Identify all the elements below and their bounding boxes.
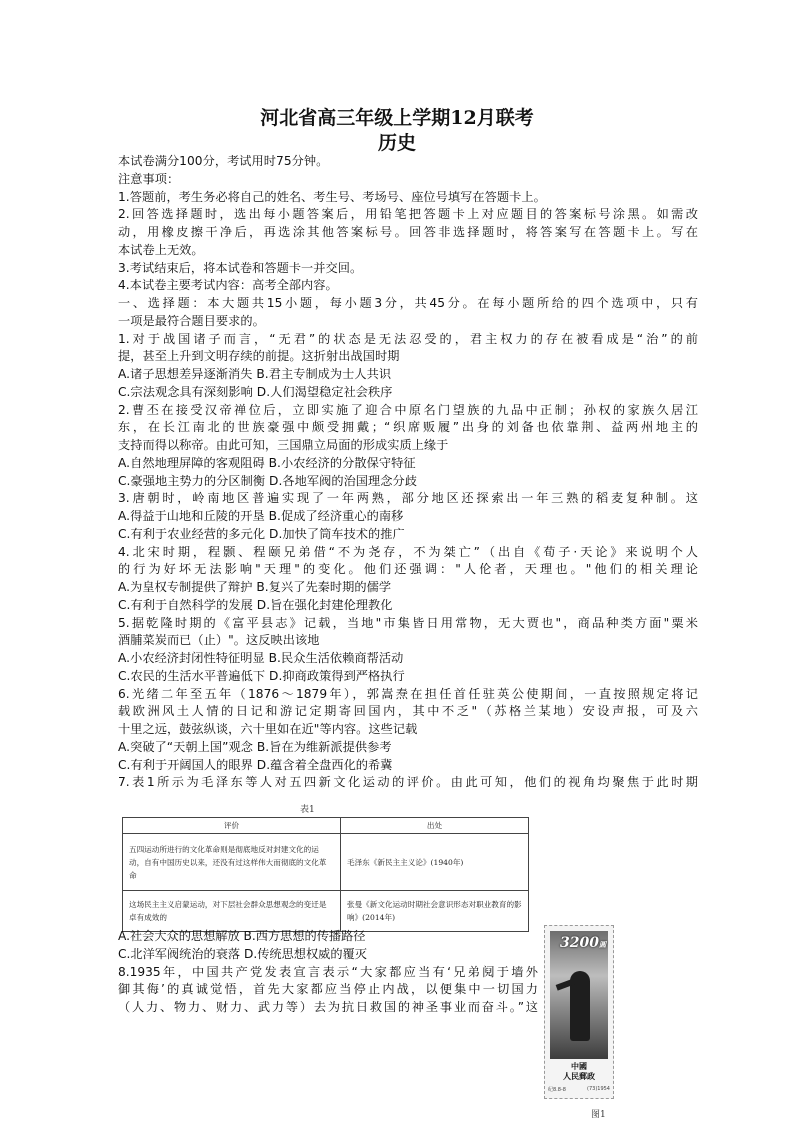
intro-line: 4.本试卷主要考试内容：高考全部内容。 [118,278,338,293]
exam-body [118,153,698,792]
intro-line: 2.回答选择题时，选出每小题答案后，用铅笔把答题卡上对应题目的答案标号涂黑。如需改 [118,207,698,222]
option-line: A.突破了“天朝上国”观念 B.旨在为维新派提供参考 [118,739,392,754]
table-row [123,834,529,891]
option-line: A.社会大众的思想解放 B.西方思想的传播路径 [118,929,366,943]
option-line: A.为皇权专制提供了辩护 B.复兴了先秦时期的儒学 [118,580,392,594]
figure-caption: 图1 [591,1110,606,1120]
intro-line: 动，用橡皮擦干净后，再选涂其他答案标号。回答非选择题时，将答案写在答题卡上。写在 [118,225,698,239]
exam-title: 河北省高三年级上学期12月联考 [260,107,534,129]
question-line: 东，在长江南北的世族豪强中颇受拥戴；“织席贩履”出身的刘备也依靠荆、益两州地主的 [118,420,698,435]
table-header: 出处 [341,818,529,834]
question-line: 8.1935年，中国共产党发表宣言表示“大家都应当有‘兄弟阋于墙外 [118,964,538,979]
stamp-left-code: 纪8.8-8 [548,1087,566,1093]
table-cell-eval: 五四运动所进行的文化革命则是彻底地反对封建文化的运动，自有中国历史以来，还没有过这样伟大而彻底的文化革命 [123,834,341,891]
intro-line: 注意事项： [118,171,180,186]
question-line: 1.对于战国诸子而言，“无君”的状态是无法忍受的，君主权力的存在被看成是“治”的前 [118,331,698,346]
question-line: 的行为好坏无法影响"天理"的变化。他们还强调："人伦者，天理也。"他们的相关理论 [118,562,698,577]
table-header-row [123,818,529,834]
stamp-value: 3200圓 [560,935,606,951]
table-caption: 表1 [300,805,315,815]
question-line: 御其侮’的真诚觉悟，首先大家都应当停止内战，以便集中一切国力 [118,982,538,997]
exam-subject: 历史 [377,132,416,154]
evaluation-table [122,817,529,932]
table-cell-source: 张曼《新文化运动时期社会意识形态对职业教育的影响》(2014年) [341,891,529,932]
question-line: 5.据乾隆时期的《富平县志》记载，当地"市集皆日用常物，无大贾也"，商品种类方面"粟米 [118,615,698,630]
option-line: C.宗法观念具有深刻影响 D.人们渴望稳定社会秩序 [118,384,393,399]
section-heading: 一项是最符合题目要求的。 [118,313,265,328]
stamp-image [544,925,614,1099]
question-line: 十里之远，鼓弦纵谈，六十里如在近"等内容。这些记载 [118,722,418,736]
question-line: 3.唐朝时，岭南地区普遍实现了一年两熟，部分地区还探索出一年三熟的稻麦复种制。这 [118,491,698,506]
option-line: C.有利于农业经营的多元化 D.加快了筒车技术的推广 [118,526,405,541]
question-line: （人力、物力、财力、武力等）去为抗日救国的神圣事业而奋斗。”这 [118,1000,538,1014]
option-line: C.有利于自然科学的发展 D.旨在强化封建伦理教化 [118,597,393,612]
option-line: C.豪强地主势力的分区制衡 D.各地军阀的治国理念分歧 [118,473,417,488]
question-line: 4.北宋时期，程颢、程颐兄弟借“不为尧存，不为桀亡”（出自《荀子·天论》来说明个人 [118,544,698,559]
option-line: C.北洋军阀统治的衰落 D.传统思想权威的覆灭 [118,946,367,961]
stamp-right-code: (73)1954 [587,1086,610,1092]
question-line: 提，甚至上升到文明存续的前提。这折射出战国时期 [118,349,400,364]
intro-line: 本试卷上无效。 [118,242,204,257]
question-line: 酒脯菜炭而已（止）"。这反映出该地 [118,633,320,648]
question-line: 6.光绪二年至五年（1876～1879年），郭嵩焘在担任首任驻英公使期间，一直按照规定将记 [118,686,698,701]
question-line: 2.曹丕在接受汉帝禅位后，立即实施了迎合中原名门望族的九品中正制；孙权的家族久居江 [118,402,698,417]
question-line: 支持而得以称帝。由此可知，三国鼎立局面的形成实质上缘于 [118,438,449,452]
question-line: 载欧洲风土人情的日记和游记定期寄回国内，其中不乏"（苏格兰某地）安设声报，可及六 [118,704,698,719]
question-line: 7.表1所示为毛泽东等人对五四新文化运动的评价。由此可知，他们的视角均聚焦于此时期 [118,775,698,790]
table-cell-source: 毛泽东《新民主主义论》(1940年) [341,834,529,891]
option-line: C.有利于开阔国人的眼界 D.蕴含着全盘西化的希冀 [118,757,393,772]
option-line: A.小农经济封闭性特征明显 B.民众生活依赖商帮活动 [118,651,404,665]
intro-line: 1.答题前，考生务必将自己的姓名、考生号、考场号、座位号填写在答题卡上。 [118,189,546,204]
stamp-country: 中國 人民郵政 [563,1062,595,1081]
option-line: A.诸子思想差异逐渐消失 B.君主专制成为士人共识 [118,367,392,381]
table-cell-eval: 这场民主主义启蒙运动，对下层社会群众思想观念的变迁是卓有成效的 [123,891,341,932]
exam-body-continued [118,928,538,1017]
stamp-picture [550,931,608,1059]
table-header: 评价 [123,818,341,834]
option-line: A.自然地理屏障的客观阻碍 B.小农经济的分散保守特征 [118,455,416,470]
table-row [123,891,529,932]
option-line: C.农民的生活水平普遍低下 D.抑商政策得到严格执行 [118,668,405,683]
intro-line: 本试卷满分100分，考试用时75分钟。 [118,154,329,168]
intro-line: 3.考试结束后，将本试卷和答题卡一并交回。 [118,260,363,275]
option-line: A.得益于山地和丘陵的开垦 B.促成了经济重心的南移 [118,509,404,523]
section-heading: 一、选择题：本大题共15小题，每小题3分，共45分。在每小题所给的四个选项中，只有 [118,296,698,310]
